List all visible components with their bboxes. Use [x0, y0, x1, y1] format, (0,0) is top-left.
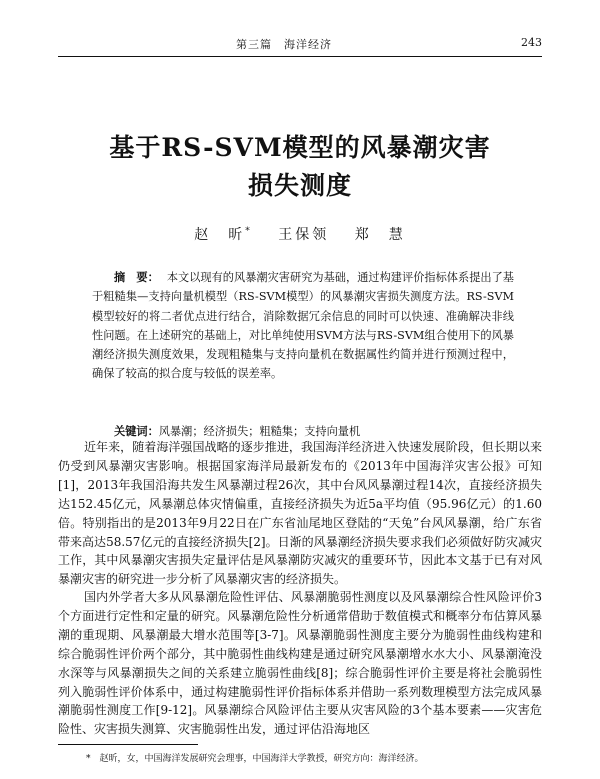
body-paragraph-1: 近年来，随着海洋强国战略的逐步推进，我国海洋经济进入快速发展阶段，但长期以来仍受到风暴潮灾害影响。根据国家海洋局最新发布的《2013年中国海洋灾害公报》可知[1]，2013年我国沿海共发生风暴潮过程26次，其中台风风暴潮过程14次，直接经济损失达152.45亿元，风暴潮总体灾情偏重，直接经济损失为近5a平均值（95.96亿元）的1.60倍。特别指出的是2013年9月22日在广东省汕尾地区登陆的“天兔”台风风暴潮，给广东省带来高达58.57亿元的直接经济损失[2]。日渐的风暴潮经济损失要求我们必须做好防灾减灾工作，其中风暴潮灾害损失定量评估是风暴潮防灾减灾的重要环节，因此本文基于已有对风暴潮灾害的研究进一步分析了风暴潮灾害的经济损失。 — [58, 440, 542, 587]
author-name: 郑 慧 — [354, 227, 406, 243]
paper-title-line-1: 基于RS-SVM模型的风暴潮灾害 — [109, 133, 491, 162]
running-title: 第三篇 海洋经济 — [236, 38, 332, 51]
abstract — [92, 268, 514, 384]
footnote-rule — [58, 744, 198, 745]
author-footnote-mark: * — [245, 226, 253, 237]
body-paragraph-2: 国内外学者大多从风暴潮危险性评估、风暴潮脆弱性测度以及风暴潮综合性风险评价3个方面进行定性和定量的研究。风暴潮危险性分析通常借助于数值模式和概率分布估算风暴潮的重现期、风暴潮最大增水范围等[3-7]。风暴潮脆弱性测度主要分为脆弱性曲线构建和综合脆弱性评价两个部分，其中脆弱性曲线构建是通过研究风暴潮增水水大小、风暴潮淹没水深等与风暴潮损失之间的关系建立脆弱性曲线[8]；综合脆弱性评价主要是将社会脆弱性列入脆弱性评价体系中，通过构建脆弱性评价指标体系并借助一系列数理模型方法完成风暴潮脆弱性测度工作[9-12]。风暴潮综合风险评估主要从灾害风险的3个基本要素——灾害危险性、灾害损失测算、灾害脆弱性出发，通过评估沿海地区 — [58, 590, 542, 737]
author-name: 王保领 — [278, 227, 330, 243]
author-name: 赵 昕 — [194, 227, 246, 243]
keywords — [114, 423, 360, 439]
keywords-text: 风暴潮；经济损失；粗糙集；支持向量机 — [158, 425, 361, 438]
paper-title-line-2: 损失测度 — [247, 171, 352, 200]
author — [194, 227, 253, 243]
author-footnote: * 赵昕，女，中国海洋发展研究会理事，中国海洋大学教授，研究方向：海洋经济。 — [86, 754, 424, 764]
author — [355, 227, 406, 243]
page-number: 243 — [521, 36, 542, 49]
running-header — [58, 36, 542, 54]
abstract-text: 本文以现有的风暴潮灾害研究为基础，通过构建评价指标体系提出了基于粗糙集—支持向量机模型（RS-SVM模型）的风暴潮灾害损失测度方法。RS-SVM模型较好的将二者优点进行结合，消除数据冗余信息的同时可以快速、准确解决非线性问题。在上述研究的基础上，对比单纯使用SVM方法与RS-SVM组合使用下的风暴潮经济损失测度效果，发现粗糙集与支持向量机在数据属性约简并进行预测过程中，确保了较高的拟合度与较低的误差率。 — [92, 271, 514, 381]
abstract-label: 摘 要： — [114, 270, 159, 284]
header-rule — [58, 56, 542, 57]
author-list — [0, 224, 600, 244]
author — [278, 227, 329, 243]
keywords-label: 关键词： — [114, 424, 159, 438]
